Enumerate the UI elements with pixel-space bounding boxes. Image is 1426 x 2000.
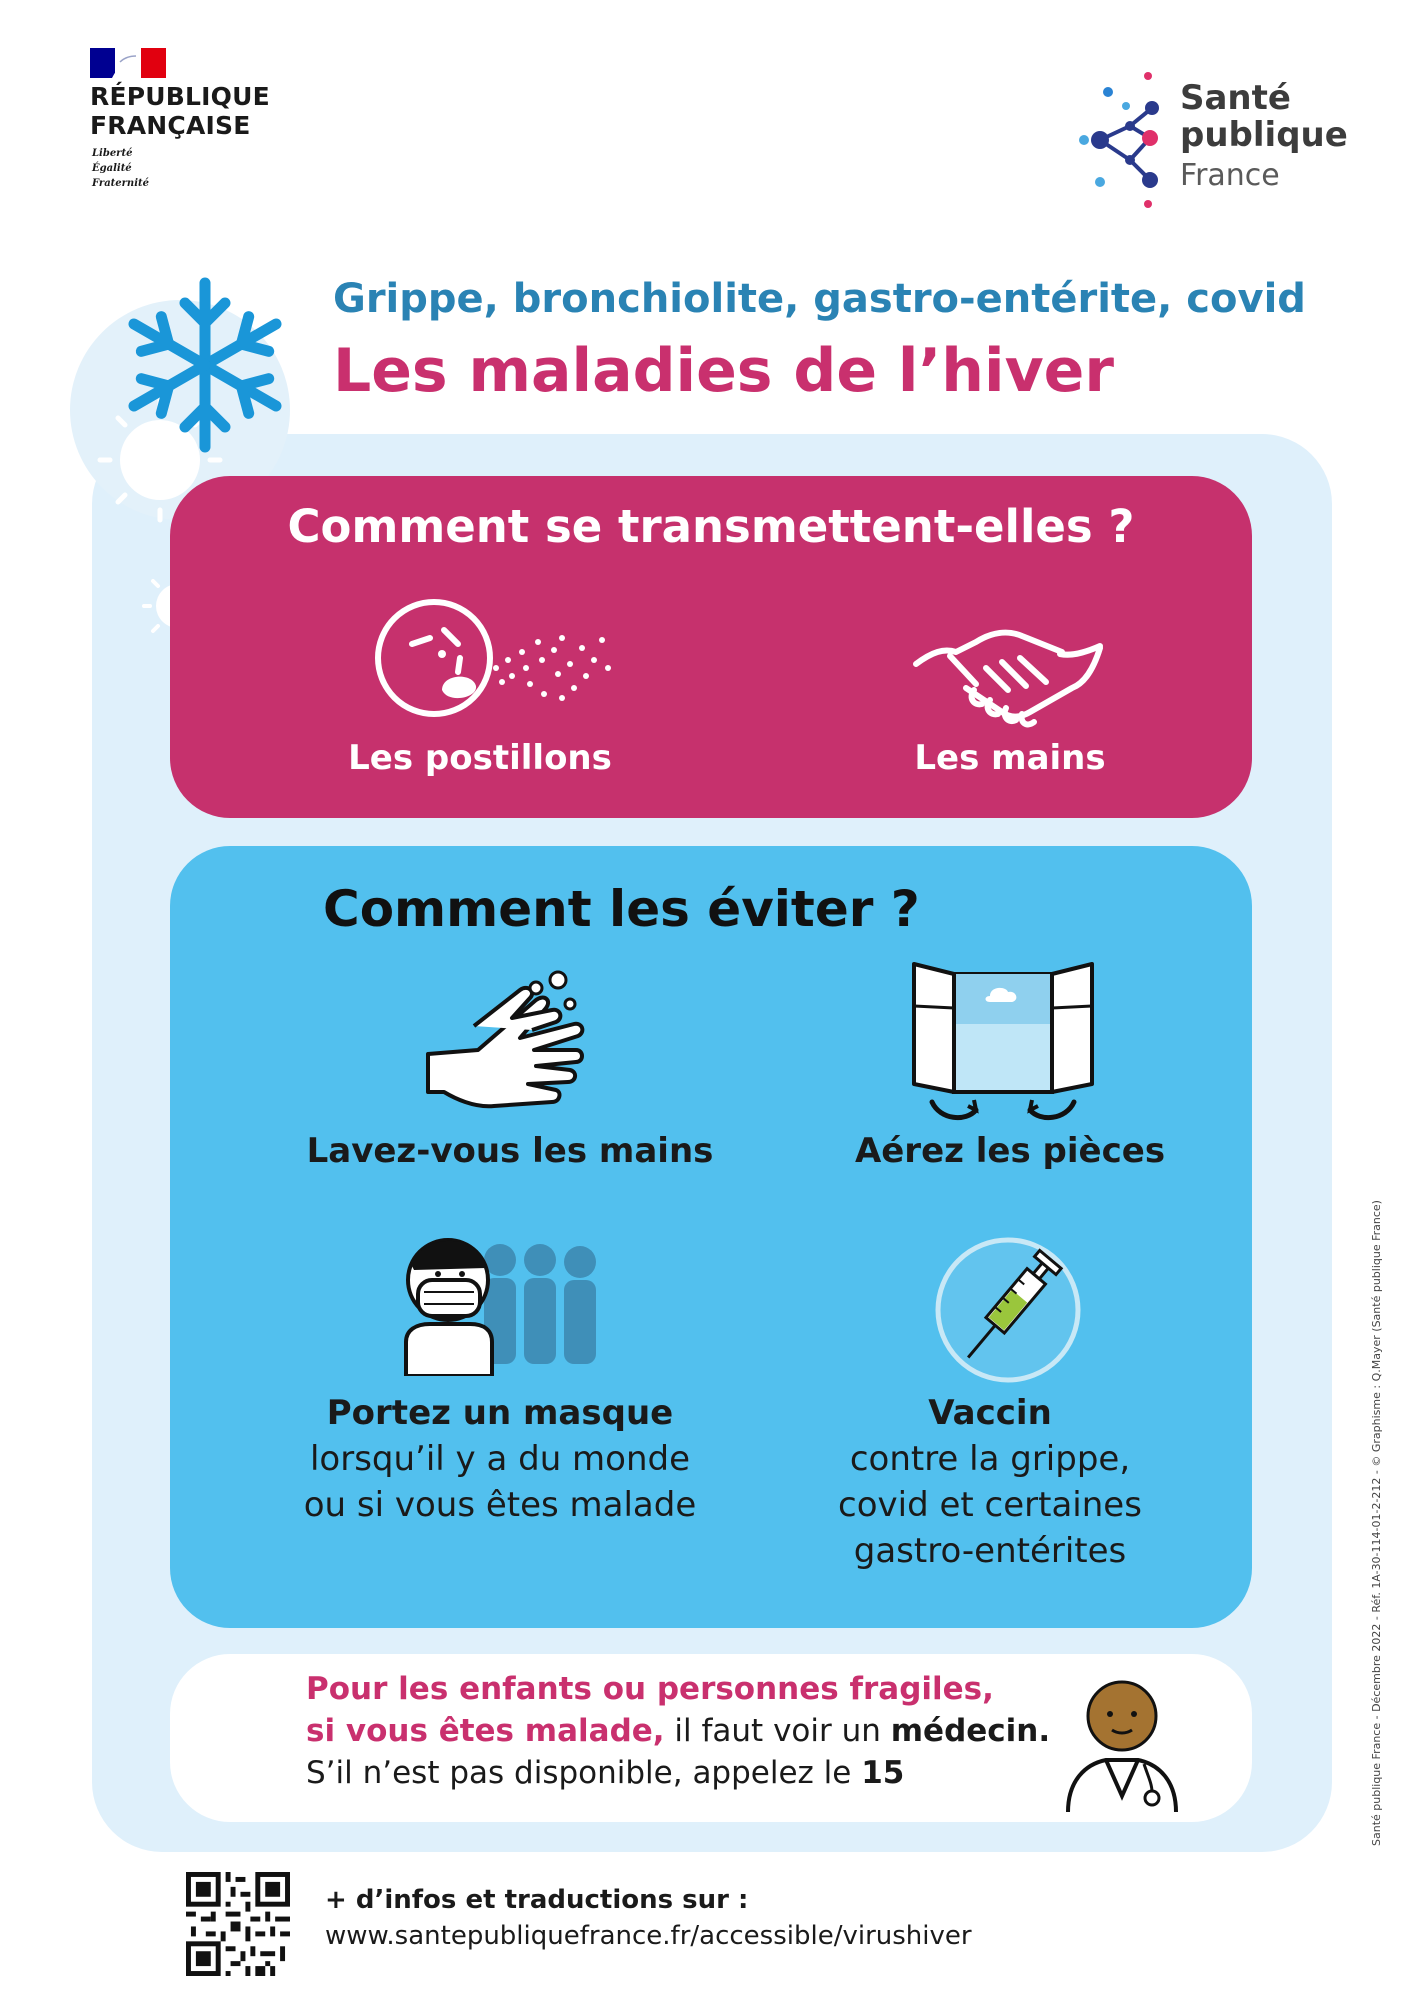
info-url-link[interactable]: www.santepubliquefrance.fr/accessible/virushiver — [325, 1921, 972, 1951]
more-info: + d’infos et traductions sur : www.santepubliquefrance.fr/accessible/virushiver — [325, 1885, 972, 1951]
doctor-advice-text: Pour les enfants ou personnes fragiles, si vous êtes malade, il faut voir un médecin. S’il n’est pas disponible, appelez le 15 — [306, 1671, 1051, 1791]
spf-name: Santé publique — [1180, 78, 1348, 155]
transmission-label-droplets: Les postillons — [348, 738, 612, 778]
prevention-label-air: Aérez les pièces — [854, 1131, 1166, 1171]
sneezing-face-icon — [372, 594, 622, 724]
credit-text: Santé publique France - Décembre 2022 - Réf. 1A-30-114-01-2-212 - © Graphisme : Q.Mayer (Santé publique France) — [1370, 1200, 1383, 1846]
face-mask-icon — [400, 1226, 620, 1376]
open-window-icon — [910, 960, 1096, 1130]
republique-francaise-text: RÉPUBLIQUE FRANÇAISE — [90, 82, 270, 140]
handshake-icon — [910, 608, 1106, 734]
syringe-icon — [934, 1236, 1082, 1384]
prevention-label-mask: Portez un masque lorsqu’il y a du monde ou si vous êtes malade — [303, 1393, 697, 1525]
transmission-heading: Comment se transmettent-elles ? — [287, 500, 1135, 553]
prevention-label-vaccine: Vaccin contre la grippe, covid et certaines gastro-entérites — [838, 1393, 1142, 1571]
spf-france: France — [1180, 158, 1280, 193]
page-title: Les maladies de l’hiver — [333, 336, 1114, 406]
qr-code[interactable] — [186, 1872, 290, 1976]
hand-washing-icon — [424, 970, 600, 1120]
sante-publique-france-logo — [1070, 62, 1180, 212]
doctor-icon — [1062, 1680, 1182, 1820]
republic-motto: Liberté Égalité Fraternité — [92, 148, 149, 189]
prevention-heading: Comment les éviter ? — [323, 880, 920, 938]
transmission-label-hands: Les mains — [914, 738, 1106, 778]
prevention-label-wash: Lavez-vous les mains — [306, 1131, 714, 1171]
diseases-subtitle: Grippe, bronchiolite, gastro-entérite, covid — [333, 276, 1306, 322]
marianne-flag-logo — [90, 48, 166, 78]
